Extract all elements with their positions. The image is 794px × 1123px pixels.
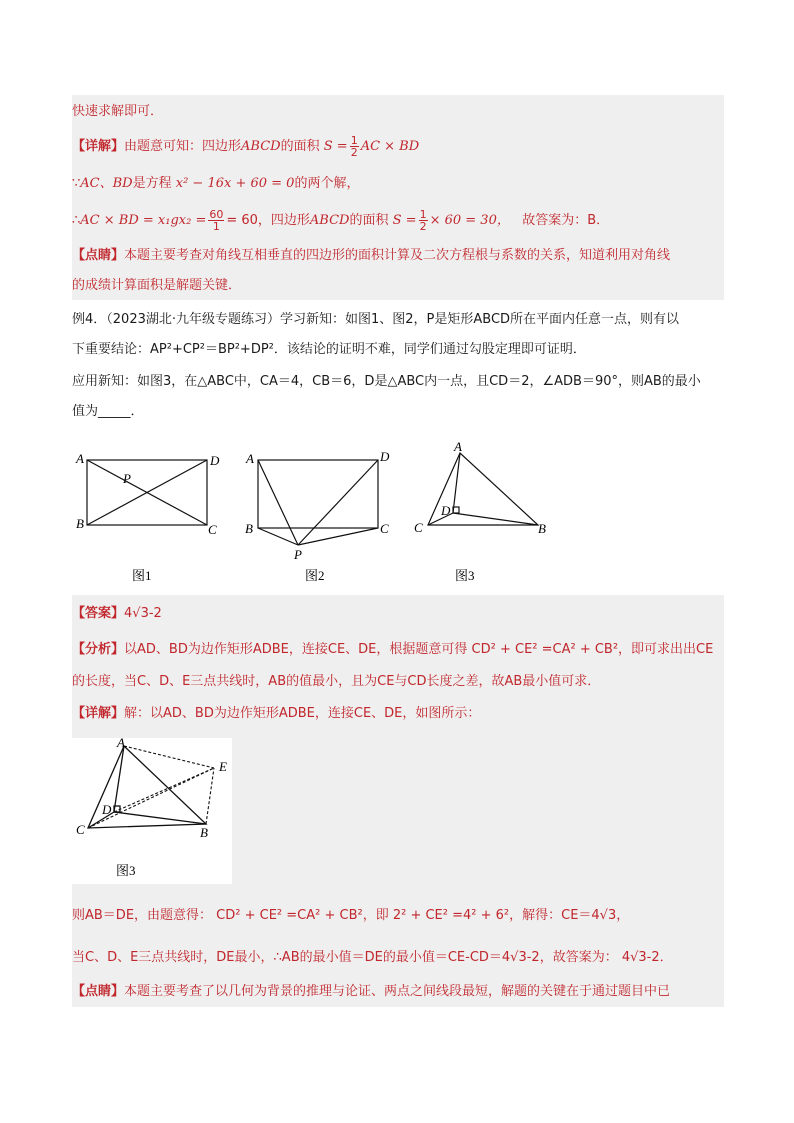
label-C: C — [414, 520, 423, 535]
analysis-line — [72, 641, 713, 659]
area-text: 的面积 — [280, 139, 320, 154]
quad-name: ABCD — [241, 139, 281, 154]
answer-value: 4√3-2 — [124, 606, 162, 621]
label-B: B — [200, 825, 208, 840]
result-line: ∴AC × BD = x₁gx₂ = $\frac{60}{1}$ = 60，四边形ABCD的面积 S = $\frac{1}{2}$ × 60 = 30， 故答案为：B． — [72, 208, 610, 233]
detail-tag: 【详解】 — [72, 139, 125, 154]
label-B: B — [245, 521, 253, 536]
label-A: A — [76, 451, 84, 466]
label-B: B — [76, 516, 84, 531]
label-C: C — [380, 521, 389, 536]
answer-line — [72, 605, 162, 623]
example-line-2: 下重要结论：AP²+CP²＝BP²+DP²．该结论的证明不难，同学们通过勾股定理即可证明． — [72, 342, 586, 357]
problem-figures — [70, 435, 570, 585]
detail-text: 由题意可知：四边形 — [124, 139, 242, 154]
point-line — [72, 983, 670, 1001]
label-C: C — [208, 522, 217, 537]
solution-figure — [72, 738, 232, 884]
label-E: E — [219, 759, 227, 774]
point-text: 本题主要考查对角线互相垂直的四边形的面积计算及二次方程根与系数的关系，知道利用对角线 — [124, 248, 671, 263]
label-A: A — [454, 439, 462, 454]
example-line-3: 应用新知：如图3，在△ABC中，CA＝4，CB＝6，D是△ABC内一点，且CD＝2，∠ADB＝90°，则AB的最小 — [72, 374, 701, 389]
text-line: 快速求解即可． — [72, 104, 164, 119]
example-line-1: 例4．（2023湖北·九年级专题练习）学习新知：如图1、图2，P是矩形ABCD所在平面内任意一点，则有以 — [72, 312, 680, 327]
solution-figure-caption: 图3 — [116, 863, 136, 878]
point-tag: 【点睛】 — [72, 248, 125, 263]
detail-tag: 【详解】 — [72, 706, 125, 721]
point-line-2: 的成绩计算面积是解题关键． — [72, 278, 242, 293]
solution-block — [72, 595, 724, 1007]
fraction: $\frac{1}{2}$ — [350, 134, 358, 159]
answer-tag: 【答案】 — [72, 606, 125, 621]
example-line-4: 值为_____． — [72, 404, 144, 419]
analysis-line-2: 的长度，当C、D、E三点共线时，AB的值最小，且为CE与CD长度之差，故AB最小值可求． — [72, 674, 601, 689]
label-P: P — [123, 471, 131, 486]
fraction: $\frac{1}{2}$ — [419, 208, 427, 233]
formula-tail: AC × BD — [360, 139, 420, 154]
detail-line — [72, 705, 480, 723]
detail-line — [72, 135, 419, 158]
figure-1-caption: 图1 — [132, 568, 152, 583]
formula-s: S = — [323, 139, 348, 154]
label-C: C — [76, 822, 85, 837]
analysis-text: 以AD、BD为边作矩形ADBE，连接CE、DE，根据题意可得 CD² + CE² =CA² + CB²，即可求出出CE — [124, 642, 714, 657]
given-line: ∵AC、BD是方程 x² − 16x + 60 = 0的两个解， — [72, 176, 360, 191]
label-D: D — [210, 453, 220, 468]
after-line-2: 当C、D、E三点共线时，DE最小，∴AB的最小值＝DE的最小值＝CE-CD＝4√3-2，故答案为： 4√3-2． — [72, 950, 673, 965]
detail-text: 解：以AD、BD为边作矩形ADBE，连接CE、DE，如图所示： — [124, 706, 481, 721]
label-D: D — [102, 802, 112, 817]
point-tag: 【点睛】 — [72, 984, 125, 999]
point-line — [72, 247, 670, 265]
figure-2-rectangle — [258, 460, 378, 545]
label-P: P — [294, 547, 302, 562]
figure-3-caption: 图3 — [455, 568, 475, 583]
label-B: B — [538, 521, 546, 536]
analysis-tag: 【分析】 — [72, 642, 125, 657]
label-D: D — [441, 503, 451, 518]
figure-2-caption: 图2 — [305, 568, 325, 583]
example-problem — [72, 305, 724, 435]
label-D: D — [380, 449, 390, 464]
fraction: $\frac{60}{1}$ — [209, 208, 224, 233]
previous-solution-block — [72, 95, 724, 300]
answer-text: 故答案为：B． — [522, 213, 610, 228]
label-A: A — [117, 738, 125, 750]
label-A: A — [246, 451, 254, 466]
after-line-1: 则AB＝DE，由题意得： CD² + CE² =CA² + CB²，即 2² + CE² =4² + 6²，解得：CE＝4√3， — [72, 908, 630, 923]
point-text: 本题主要考查了以几何为背景的推理与论证、两点之间线段最短，解题的关键在于通过题目中已 — [124, 984, 671, 999]
figure-1-rectangle — [87, 460, 207, 525]
